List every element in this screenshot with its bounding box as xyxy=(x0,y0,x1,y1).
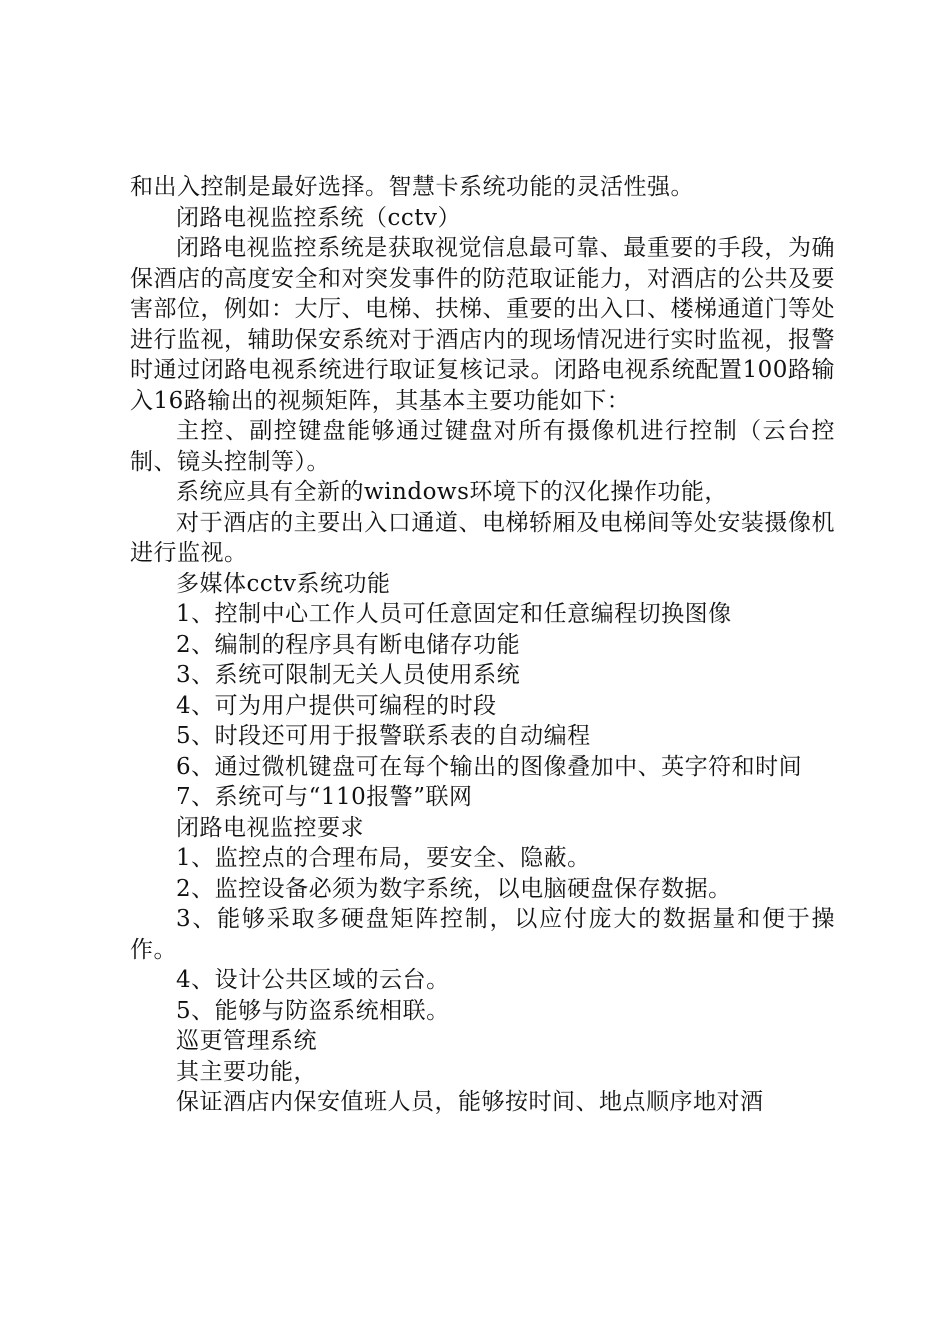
section-heading-multimedia: 多媒体cctv系统功能 xyxy=(176,570,391,597)
paragraph-cctv-intro: 闭路电视监控系统是获取视觉信息最可靠、最重要的手段，为确保酒店的高度安全和对突发事件的防范取证能力，对酒店的公共及要害部位，例如：大厅、电梯、扶梯、重要的出入口、楼梯通道门等处进行监视，辅助保安系统对于酒店内的现场情况进行实时监视，报警时通过闭路电视系统进行取证复核记录。闭路电视系统配置100路输入16路输出的视频矩阵，其基本主要功能如下： xyxy=(130,235,835,414)
paragraph-patrol-guard: 保证酒店内保安值班人员，能够按时间、地点顺序地对酒 xyxy=(176,1089,764,1115)
list-item-function-4: 4、可为用户提供可编程的时段 xyxy=(176,692,497,719)
paragraph-keyboard-control: 主控、副控键盘能够通过键盘对所有摄像机进行控制（云台控制、镜头控制等）。 xyxy=(130,418,835,475)
section-heading-cctv: 闭路电视监控系统（cctv） xyxy=(176,204,461,231)
paragraph-0: 和出入控制是最好选择。智慧卡系统功能的灵活性强。 xyxy=(130,174,694,200)
list-item-function-1: 1、控制中心工作人员可任意固定和任意编程切换图像 xyxy=(176,601,732,627)
section-heading-requirements: 闭路电视监控要求 xyxy=(176,814,364,841)
list-item-requirement-3: 3、能够采取多硬盘矩阵控制，以应付庞大的数据量和便于操作。 xyxy=(130,906,835,963)
paragraph-camera-install: 对于酒店的主要出入口通道、电梯轿厢及电梯间等处安装摄像机进行监视。 xyxy=(130,509,835,566)
document-body xyxy=(130,172,835,1118)
list-item-function-7: 7、系统可与“110报警”联网 xyxy=(176,784,473,810)
section-heading-patrol: 巡更管理系统 xyxy=(176,1028,317,1054)
list-item-function-6: 6、通过微机键盘可在每个输出的图像叠加中、英字符和时间 xyxy=(176,753,803,780)
list-item-requirement-4: 4、设计公共区域的云台。 xyxy=(176,967,450,993)
list-item-requirement-2: 2、监控设备必须为数字系统，以电脑硬盘保存数据。 xyxy=(176,875,732,902)
list-item-function-5: 5、时段还可用于报警联系表的自动编程 xyxy=(176,723,591,749)
list-item-requirement-1: 1、监控点的合理布局，要安全、隐蔽。 xyxy=(176,845,591,871)
paragraph-patrol-functions: 其主要功能， xyxy=(176,1058,317,1085)
list-item-requirement-5: 5、能够与防盗系统相联。 xyxy=(176,997,450,1024)
paragraph-windows-env: 系统应具有全新的windows环境下的汉化操作功能， xyxy=(176,479,728,505)
list-item-function-2: 2、编制的程序具有断电储存功能 xyxy=(176,631,521,658)
list-item-function-3: 3、系统可限制无关人员使用系统 xyxy=(176,662,521,688)
